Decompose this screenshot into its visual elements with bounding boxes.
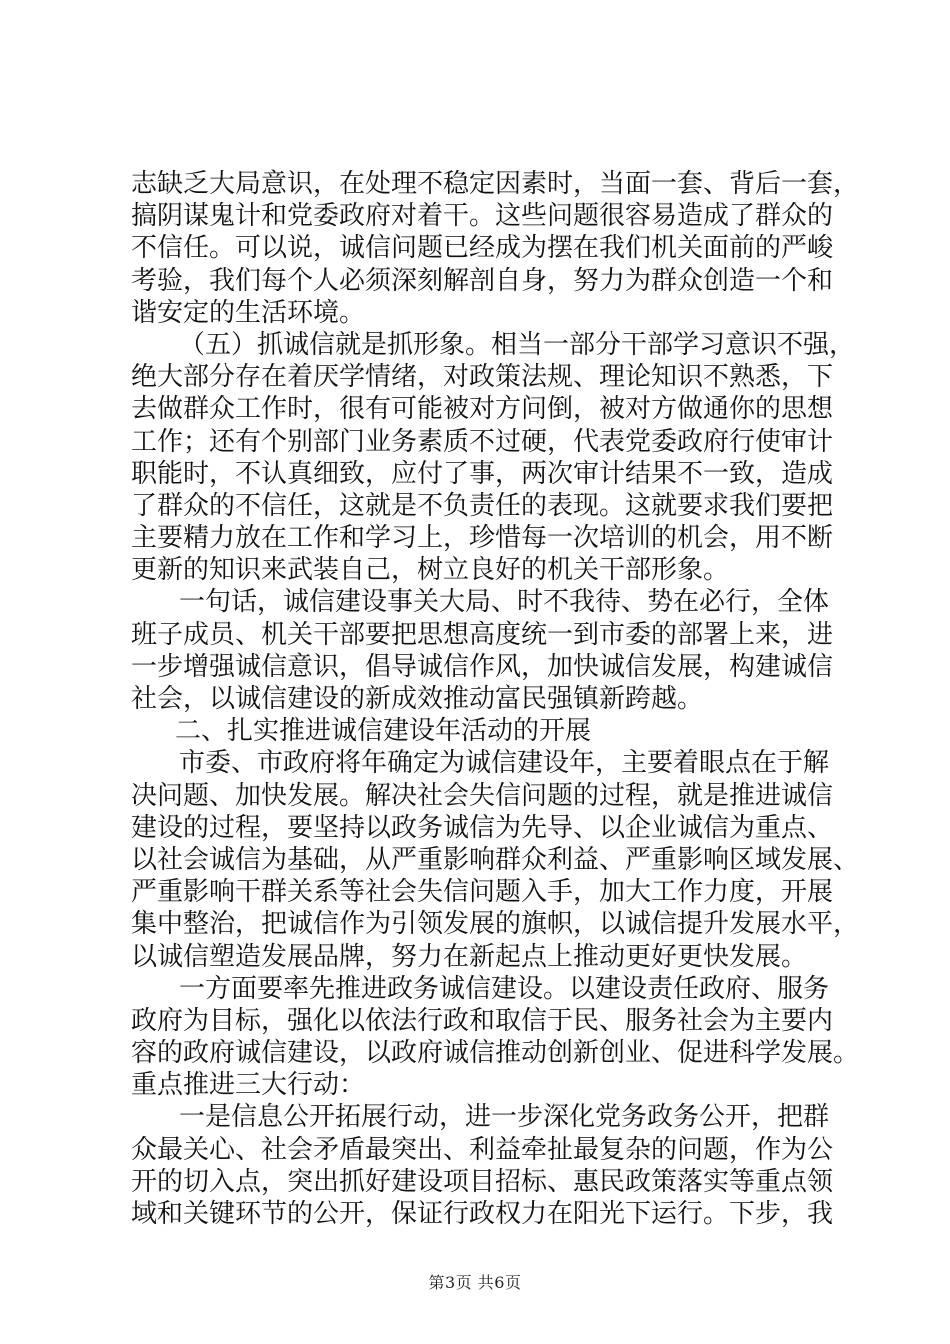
text-line: 众最关心、社会矛盾最突出、利益牵扯最复杂的问题，作为公 <box>131 1134 834 1165</box>
text-line: 去做群众工作时，很有可能被对方问倒，被对方做通你的思想 <box>131 394 834 425</box>
text-line: 搞阴谋鬼计和党委政府对着干。这些问题很容易造成了群众的 <box>131 201 834 232</box>
text-line: 重点推进三大行动： <box>131 1070 366 1101</box>
section-heading: 二、扎实推进诚信建设年活动的开展 <box>175 716 592 747</box>
paragraph-start-line: 一句话，诚信建设事关大局、时不我待、势在必行，全体 <box>179 587 830 618</box>
paragraph-start-line: 一方面要率先推进政务诚信建设。以建设责任政府、服务 <box>179 973 830 1004</box>
text-line: 主要精力放在工作和学习上，珍惜每一次培训的机会，用不断 <box>131 523 834 554</box>
text-line: 以诚信塑造发展品牌，努力在新起点上推动更好更快发展。 <box>131 941 808 972</box>
text-line: 决问题、加快发展。解决社会失信问题的过程，就是推进诚信 <box>131 780 834 811</box>
document-body <box>131 168 860 1230</box>
text-line: 政府为目标，强化以依法行政和取信于民、服务社会为主要内 <box>131 1005 834 1036</box>
text-line: 志缺乏大局意识，在处理不稳定因素时，当面一套、背后一套， <box>131 169 860 199</box>
text-line: 班子成员、机关干部要把思想高度统一到市委的部署上来，进 <box>131 619 834 650</box>
text-line: 社会，以诚信建设的新成效推动富民强镇新跨越。 <box>131 684 704 714</box>
text-line: 一步增强诚信意识，倡导诚信作风，加快诚信发展，构建诚信 <box>131 651 834 682</box>
paragraph-start-line: （五）抓诚信就是抓形象。相当一部分干部学习意识不强， <box>179 329 856 360</box>
text-line: 了群众的不信任，这就是不负责任的表现。这就要求我们要把 <box>131 490 834 521</box>
text-line: 不信任。可以说，诚信问题已经成为摆在我们机关面前的严峻 <box>131 233 834 264</box>
text-line: 以社会诚信为基础，从严重影响群众利益、严重影响区域发展、 <box>131 844 860 875</box>
text-line: 域和关键环节的公开，保证行政权力在阳光下运行。下步，我 <box>131 1199 834 1229</box>
text-line: 工作；还有个别部门业务素质不过硬，代表党委政府行使审计 <box>131 426 834 457</box>
text-line: 容的政府诚信建设，以政府诚信推动创新创业、促进科学发展。 <box>131 1038 860 1069</box>
text-line: 建设的过程，要坚持以政务诚信为先导、以企业诚信为重点、 <box>131 812 834 843</box>
text-line: 严重影响干群关系等社会失信问题入手，加大工作力度，开展 <box>131 877 834 908</box>
paragraph-start-line: 市委、市政府将年确定为诚信建设年，主要着眼点在于解 <box>179 748 830 779</box>
text-line: 集中整治，把诚信作为引领发展的旗帜，以诚信提升发展水平， <box>131 909 860 940</box>
text-line: 职能时，不认真细致，应付了事，两次审计结果不一致，造成 <box>131 458 834 489</box>
paragraph-start-line: 一是信息公开拓展行动，进一步深化党务政务公开，把群 <box>179 1102 830 1133</box>
text-line: 绝大部分存在着厌学情绪，对政策法规、理论知识不熟悉，下 <box>131 362 834 393</box>
text-line: 谐安定的生活环境。 <box>131 297 366 328</box>
text-line: 更新的知识来武装自己，树立良好的机关干部形象。 <box>131 555 730 586</box>
text-line: 考验，我们每个人必须深刻解剖自身，努力为群众创造一个和 <box>131 265 834 296</box>
page-footer: 第3页 共6页 <box>428 1273 522 1292</box>
text-line: 开的切入点，突出抓好建设项目招标、惠民政策落实等重点领 <box>131 1166 834 1197</box>
